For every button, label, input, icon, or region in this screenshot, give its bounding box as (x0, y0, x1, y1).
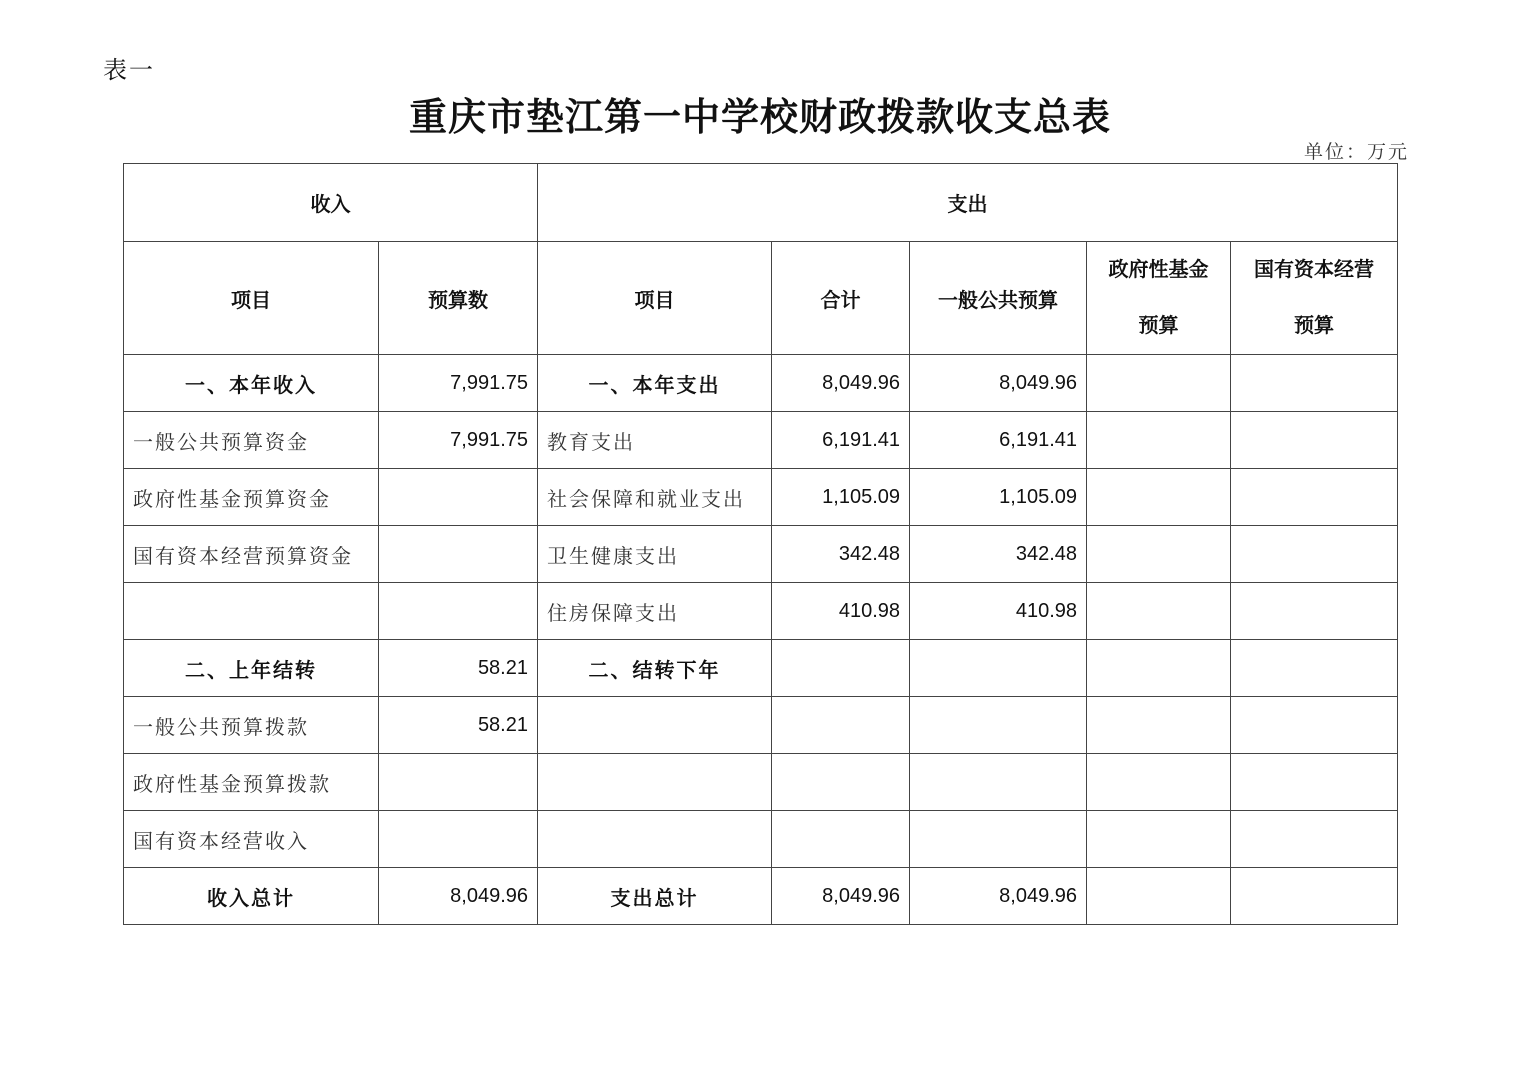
income-budget-header: 预算数 (379, 242, 538, 355)
general-public-header: 一般公共预算 (910, 242, 1087, 355)
income-amount-cell (379, 583, 538, 640)
state-capital-cell (1231, 469, 1398, 526)
income-amount-cell (379, 754, 538, 811)
general-public-cell: 1,105.09 (910, 469, 1087, 526)
total-cell: 8,049.96 (772, 355, 910, 412)
income-item-cell: 一般公共预算资金 (124, 412, 379, 469)
total-cell: 1,105.09 (772, 469, 910, 526)
gov-fund-cell (1087, 754, 1231, 811)
income-amount-cell: 7,991.75 (379, 412, 538, 469)
income-item-header: 项目 (124, 242, 379, 355)
table-row (124, 355, 1398, 412)
total-cell: 342.48 (772, 526, 910, 583)
income-total-label: 收入总计 (124, 868, 379, 925)
table-row (124, 583, 1398, 640)
total-cell (772, 811, 910, 868)
income-item-cell: 国有资本经营预算资金 (124, 526, 379, 583)
state-capital-cell (1231, 697, 1398, 754)
gov-fund-cell (1087, 697, 1231, 754)
income-item-cell: 政府性基金预算资金 (124, 469, 379, 526)
expense-item-header: 项目 (538, 242, 772, 355)
general-public-cell (910, 811, 1087, 868)
general-public-cell: 342.48 (910, 526, 1087, 583)
state-capital-cell (1231, 640, 1398, 697)
income-item-cell: 一般公共预算拨款 (124, 697, 379, 754)
expense-item-cell: 卫生健康支出 (538, 526, 772, 583)
table-row (124, 754, 1398, 811)
expense-total-label: 支出总计 (538, 868, 772, 925)
income-amount-cell (379, 526, 538, 583)
expense-item-cell: 住房保障支出 (538, 583, 772, 640)
general-public-cell (910, 640, 1087, 697)
expense-item-cell: 社会保障和就业支出 (538, 469, 772, 526)
gov-fund-cell (1087, 469, 1231, 526)
state-capital-cell (1231, 583, 1398, 640)
gov-fund-cell (1087, 526, 1231, 583)
total-header: 合计 (772, 242, 910, 355)
income-item-cell: 一、本年收入 (124, 355, 379, 412)
state-capital-cell (1231, 811, 1398, 868)
totals-row (124, 868, 1398, 925)
gov-fund-cell (1087, 412, 1231, 469)
income-amount-cell (379, 469, 538, 526)
gov-fund-cell (1087, 811, 1231, 868)
expense-item-cell: 二、结转下年 (538, 640, 772, 697)
income-item-cell: 国有资本经营收入 (124, 811, 379, 868)
total-cell (772, 640, 910, 697)
state-capital-cell (1231, 355, 1398, 412)
total-cell: 6,191.41 (772, 412, 910, 469)
column-header-row (124, 242, 1398, 355)
state-capital-total-value (1231, 868, 1398, 925)
state-capital-cell (1231, 754, 1398, 811)
income-amount-cell: 58.21 (379, 640, 538, 697)
income-amount-cell: 58.21 (379, 697, 538, 754)
income-item-cell: 二、上年结转 (124, 640, 379, 697)
gov-fund-cell (1087, 583, 1231, 640)
state-capital-header: 国有资本经营预算 (1231, 242, 1398, 355)
state-capital-cell (1231, 526, 1398, 583)
general-public-cell: 8,049.96 (910, 355, 1087, 412)
general-public-total-value: 8,049.96 (910, 868, 1087, 925)
table-row (124, 469, 1398, 526)
page-title: 重庆市垫江第一中学校财政拨款收支总表 (408, 94, 1111, 139)
expense-item-cell (538, 754, 772, 811)
table-row (124, 526, 1398, 583)
general-public-cell (910, 754, 1087, 811)
income-section-header: 收入 (124, 164, 538, 242)
table-row (124, 697, 1398, 754)
expense-item-cell: 教育支出 (538, 412, 772, 469)
state-capital-cell (1231, 412, 1398, 469)
gov-fund-total-value (1087, 868, 1231, 925)
budget-table (123, 163, 1398, 925)
income-total-value: 8,049.96 (379, 868, 538, 925)
table-label: 表一 (103, 56, 155, 84)
table-row (124, 412, 1398, 469)
gov-fund-cell (1087, 355, 1231, 412)
general-public-cell: 6,191.41 (910, 412, 1087, 469)
expense-total-value: 8,049.96 (772, 868, 910, 925)
table-row (124, 640, 1398, 697)
total-cell: 410.98 (772, 583, 910, 640)
expense-item-cell: 一、本年支出 (538, 355, 772, 412)
expense-item-cell (538, 811, 772, 868)
expense-section-header: 支出 (538, 164, 1398, 242)
gov-fund-cell (1087, 640, 1231, 697)
general-public-cell (910, 697, 1087, 754)
income-amount-cell (379, 811, 538, 868)
section-header-row (124, 164, 1398, 242)
expense-item-cell (538, 697, 772, 754)
income-item-cell: 政府性基金预算拨款 (124, 754, 379, 811)
income-item-cell (124, 583, 379, 640)
general-public-cell: 410.98 (910, 583, 1087, 640)
gov-fund-header: 政府性基金预算 (1087, 242, 1231, 355)
unit-note: 单位：万元 (1303, 141, 1409, 163)
table-row (124, 811, 1398, 868)
income-amount-cell: 7,991.75 (379, 355, 538, 412)
total-cell (772, 697, 910, 754)
total-cell (772, 754, 910, 811)
